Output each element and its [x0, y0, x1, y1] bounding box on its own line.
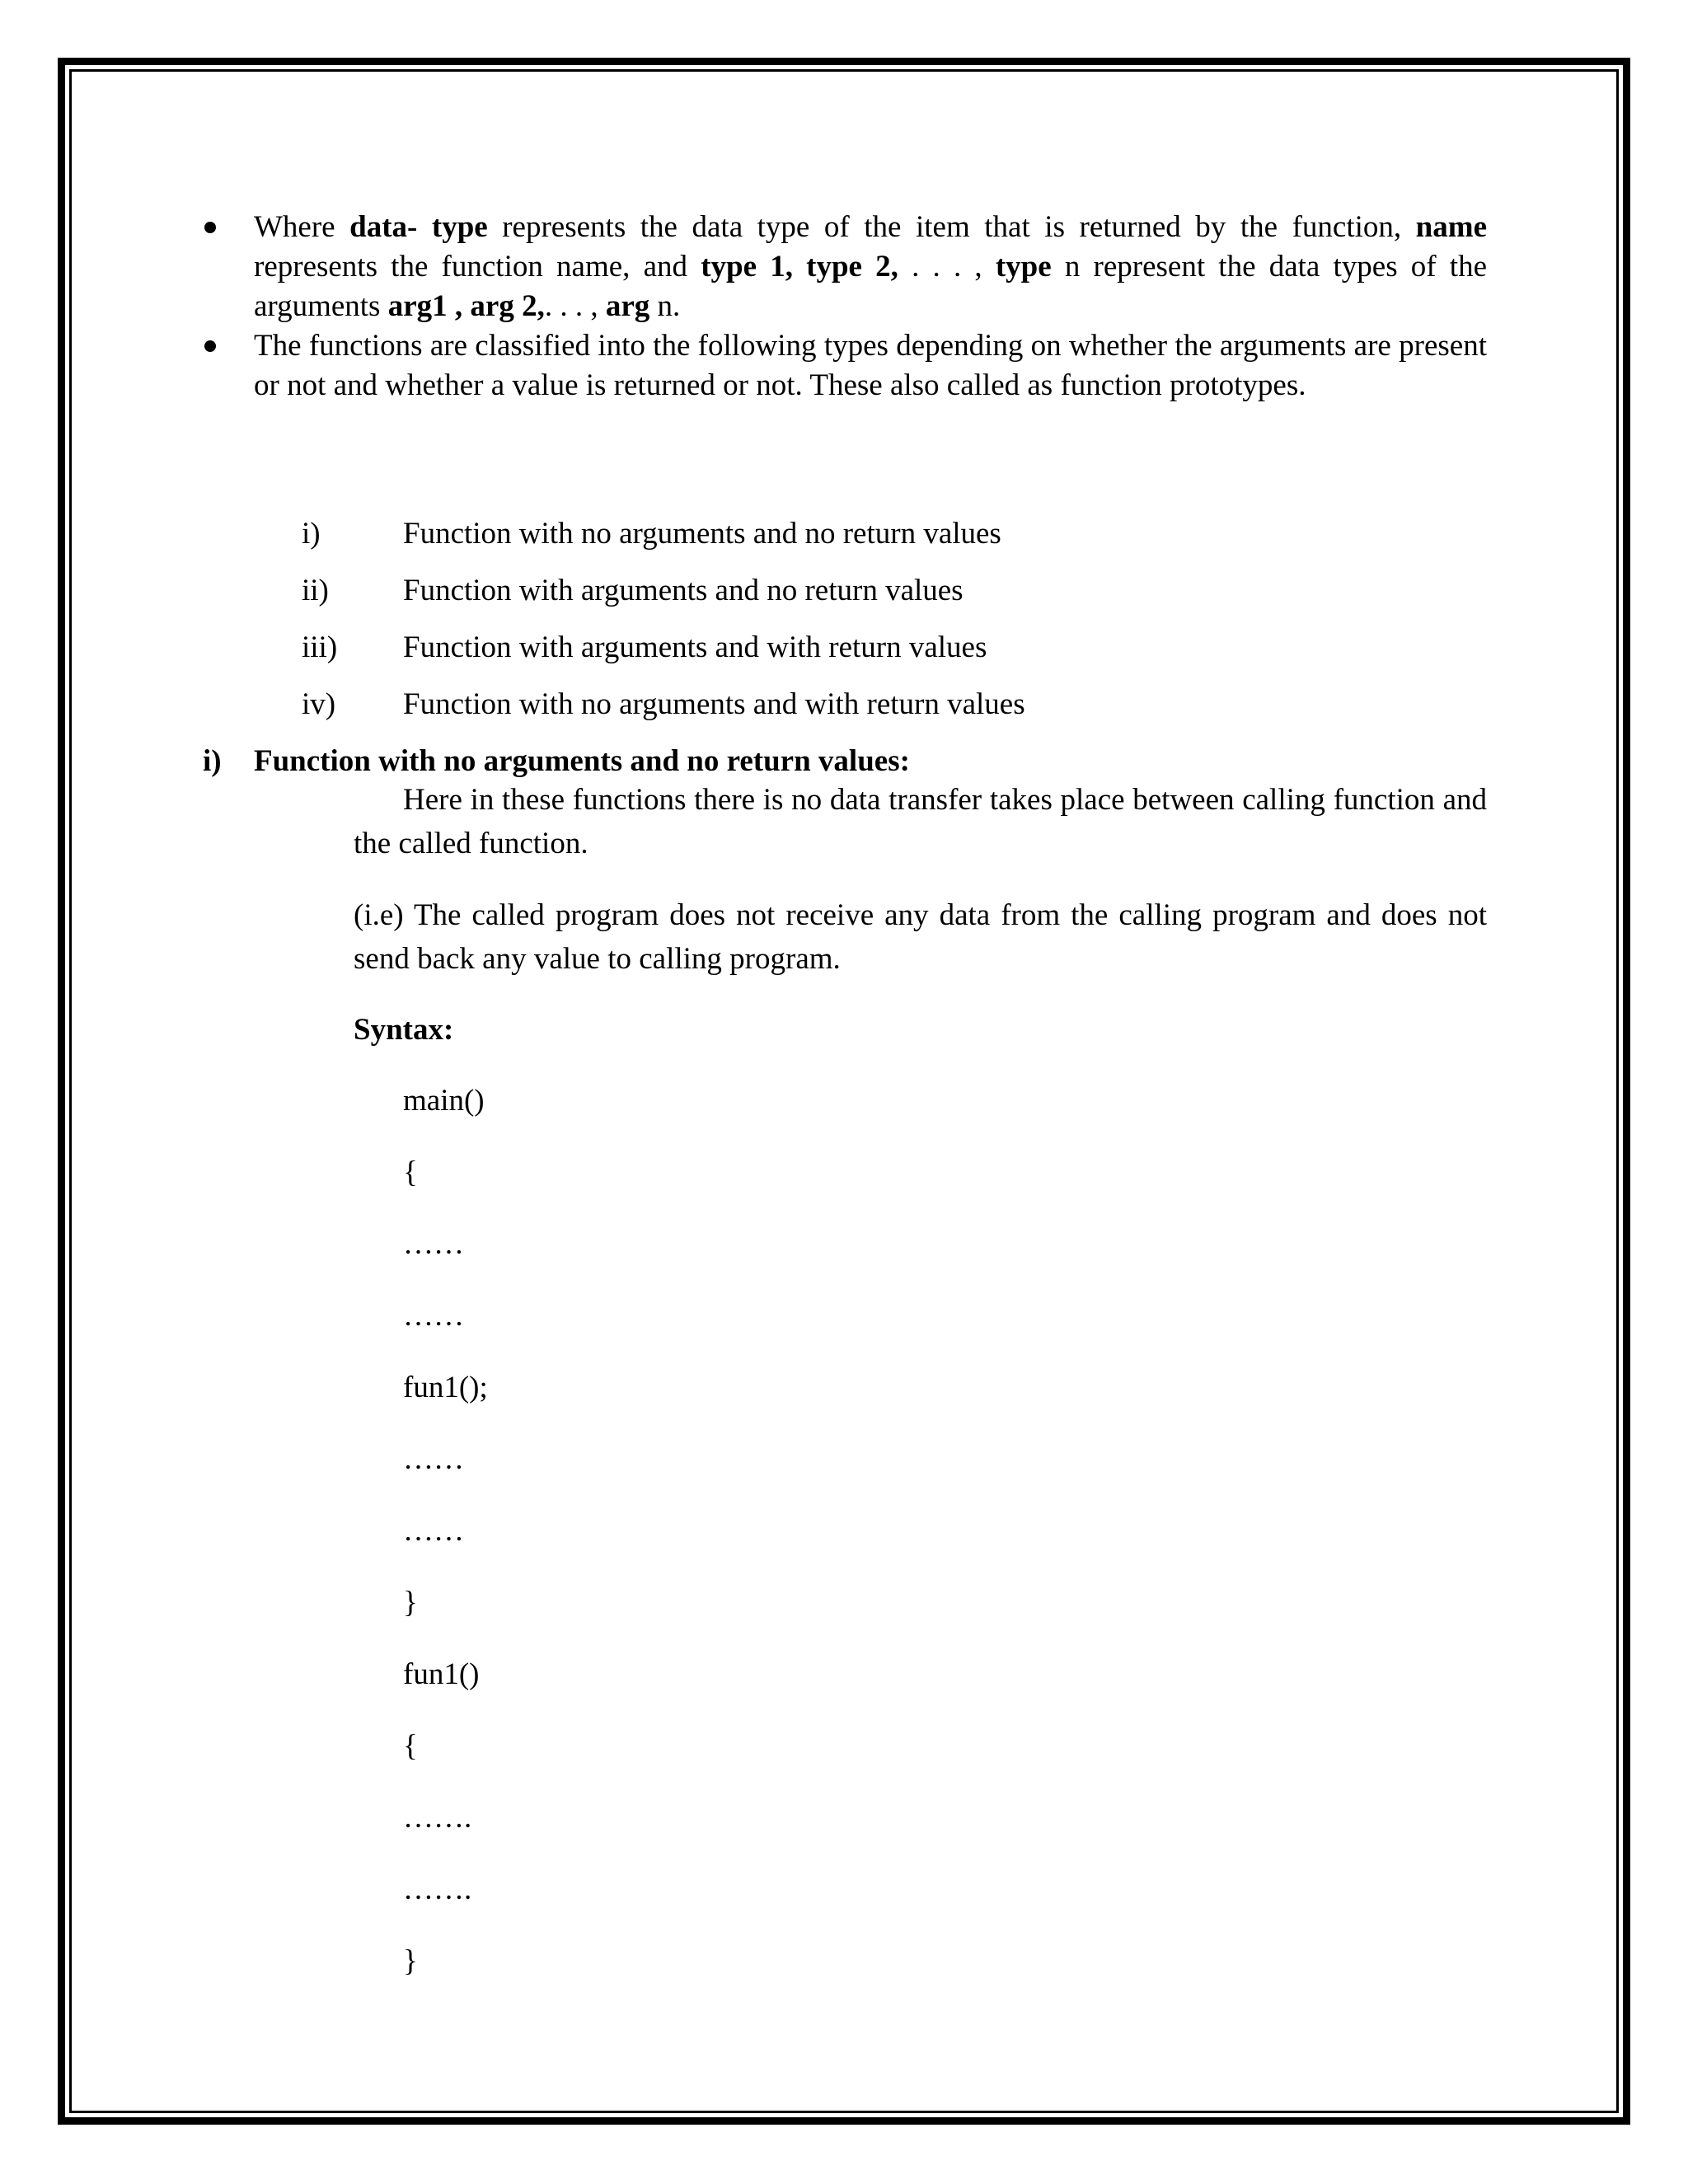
- code-line: main(): [403, 1084, 485, 1118]
- code-line: …….: [403, 1872, 472, 1906]
- code-line: }: [403, 1944, 418, 1978]
- text-segment: represents the function name, and: [254, 250, 701, 284]
- text-segment: The functions are classified into the following types depending on whether the arguments are present or not and whether a value is returned or not. These also called as function prototypes.: [254, 329, 1487, 402]
- text-segment: represents the data type of the item that is returned by the function,: [487, 210, 1416, 244]
- bullet-icon: [203, 208, 219, 224]
- code-line: ……: [403, 1514, 464, 1548]
- bullet-item: [254, 326, 1487, 405]
- text-segment: . . . ,: [544, 289, 606, 323]
- text-segment: . . . ,: [898, 250, 996, 284]
- text-segment: Where: [254, 210, 350, 244]
- type-number: i): [302, 517, 321, 551]
- code-line: ……: [403, 1299, 464, 1333]
- code-line: ……: [403, 1227, 464, 1261]
- syntax-label: Syntax:: [354, 1013, 454, 1047]
- section-number: i): [203, 744, 222, 778]
- bullet-icon: [203, 326, 219, 343]
- type-text: Function with arguments and no return values: [403, 574, 964, 607]
- type-text: Function with no arguments and no return values: [403, 517, 1001, 551]
- bullet-item: [254, 208, 1487, 326]
- code-line: …….: [403, 1801, 472, 1835]
- section-paragraph: (i.e) The called program does not receive any data from the calling program and does not send back any value to calling program.: [354, 898, 1487, 976]
- section-heading: [203, 742, 910, 781]
- type-number: iv): [302, 687, 336, 721]
- section-title: Function with no arguments and no return values:: [254, 744, 910, 778]
- bold-term: name: [1415, 210, 1487, 244]
- type-number: ii): [302, 574, 329, 607]
- section-paragraph: Here in these functions there is no data transfer takes place between calling function and the called function.: [354, 783, 1487, 860]
- type-text: Function with arguments and with return values: [403, 630, 987, 664]
- code-line: fun1(): [403, 1657, 480, 1691]
- bold-term: data- type: [349, 210, 488, 244]
- code-line: {: [403, 1729, 418, 1763]
- bold-term: type: [995, 250, 1052, 284]
- code-line: }: [403, 1586, 418, 1619]
- code-line: fun1();: [403, 1371, 488, 1404]
- bold-term: arg1 , arg 2,: [387, 289, 545, 323]
- type-text: Function with no arguments and with return values: [403, 687, 1025, 721]
- code-line: ……: [403, 1442, 464, 1476]
- code-line: {: [403, 1155, 418, 1189]
- bold-term: type 1, type 2,: [701, 250, 898, 284]
- type-number: iii): [302, 630, 338, 664]
- bold-term: arg: [605, 289, 650, 323]
- text-segment: n.: [649, 289, 681, 323]
- text-segment: n represent the data types of the arguments: [254, 250, 1487, 323]
